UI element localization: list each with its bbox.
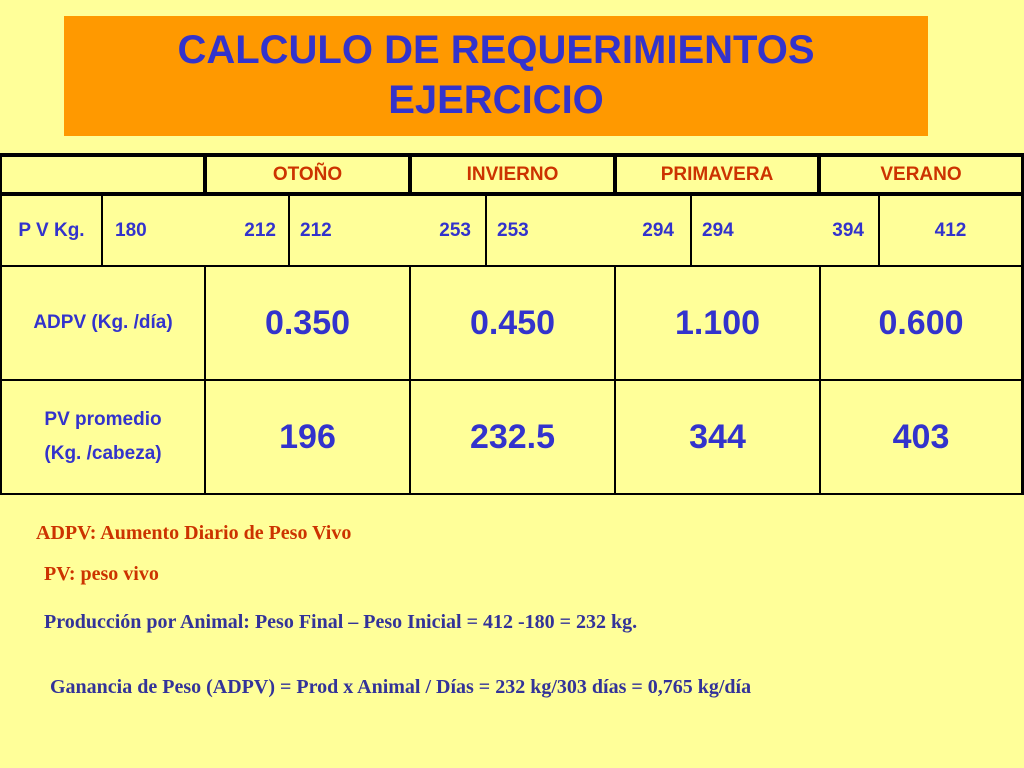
pv-range-verano: [692, 196, 878, 265]
pv-start: 212: [300, 219, 332, 241]
pv-promedio-invierno: 232.5: [469, 417, 556, 456]
note-pv-definition: PV: peso vivo: [44, 563, 159, 585]
pv-end: 212: [244, 219, 276, 241]
adpv-otono: 0.350: [264, 303, 351, 342]
title-banner: [64, 16, 928, 136]
note-adpv-definition: ADPV: Aumento Diario de Peso Vivo: [36, 522, 352, 544]
pv-promedio-label-line1: PV promedio: [44, 409, 162, 430]
season-header-otono: OTOÑO: [272, 163, 343, 185]
adpv-verano: 0.600: [878, 303, 964, 342]
pv-start: 294: [702, 219, 734, 241]
pv-end: 294: [642, 219, 674, 241]
title-line-2: EJERCICIO: [388, 78, 604, 122]
note-ganancia: Ganancia de Peso (ADPV) = Prod x Animal / Días = 232 kg/303 días = 0,765 kg/día: [50, 676, 752, 698]
pv-promedio-primavera: 344: [689, 417, 746, 456]
pv-kg-label: P V Kg.: [18, 219, 85, 241]
season-header-verano: VERANO: [880, 163, 962, 185]
pv-promedio-label-line2: (Kg. /cabeza): [44, 443, 162, 464]
pv-range-otono: [103, 196, 288, 265]
season-header-invierno: INVIERNO: [466, 163, 559, 185]
adpv-invierno: 0.450: [469, 303, 556, 342]
pv-end: 394: [832, 219, 864, 241]
pv-range-primavera: [487, 196, 690, 265]
pv-promedio-verano: 403: [892, 417, 950, 456]
table-rule: [0, 493, 1024, 495]
adpv-primavera: 1.100: [674, 303, 761, 342]
pv-end: 253: [439, 219, 471, 241]
pv-start: 253: [497, 219, 529, 241]
note-produccion: Producción por Animal: Peso Final – Peso Inicial = 412 -180 = 232 kg.: [44, 611, 638, 633]
pv-range-invierno: [290, 196, 485, 265]
title-line-1: CALCULO DE REQUERIMIENTOS: [177, 28, 815, 72]
adpv-label: ADPV (Kg. /día): [33, 312, 173, 333]
pv-start: 180: [115, 219, 147, 241]
pv-promedio-otono: 196: [279, 417, 336, 456]
pv-final: 412: [934, 219, 967, 241]
season-header-primavera: PRIMAVERA: [660, 163, 774, 185]
pv-promedio-label: [2, 381, 204, 493]
